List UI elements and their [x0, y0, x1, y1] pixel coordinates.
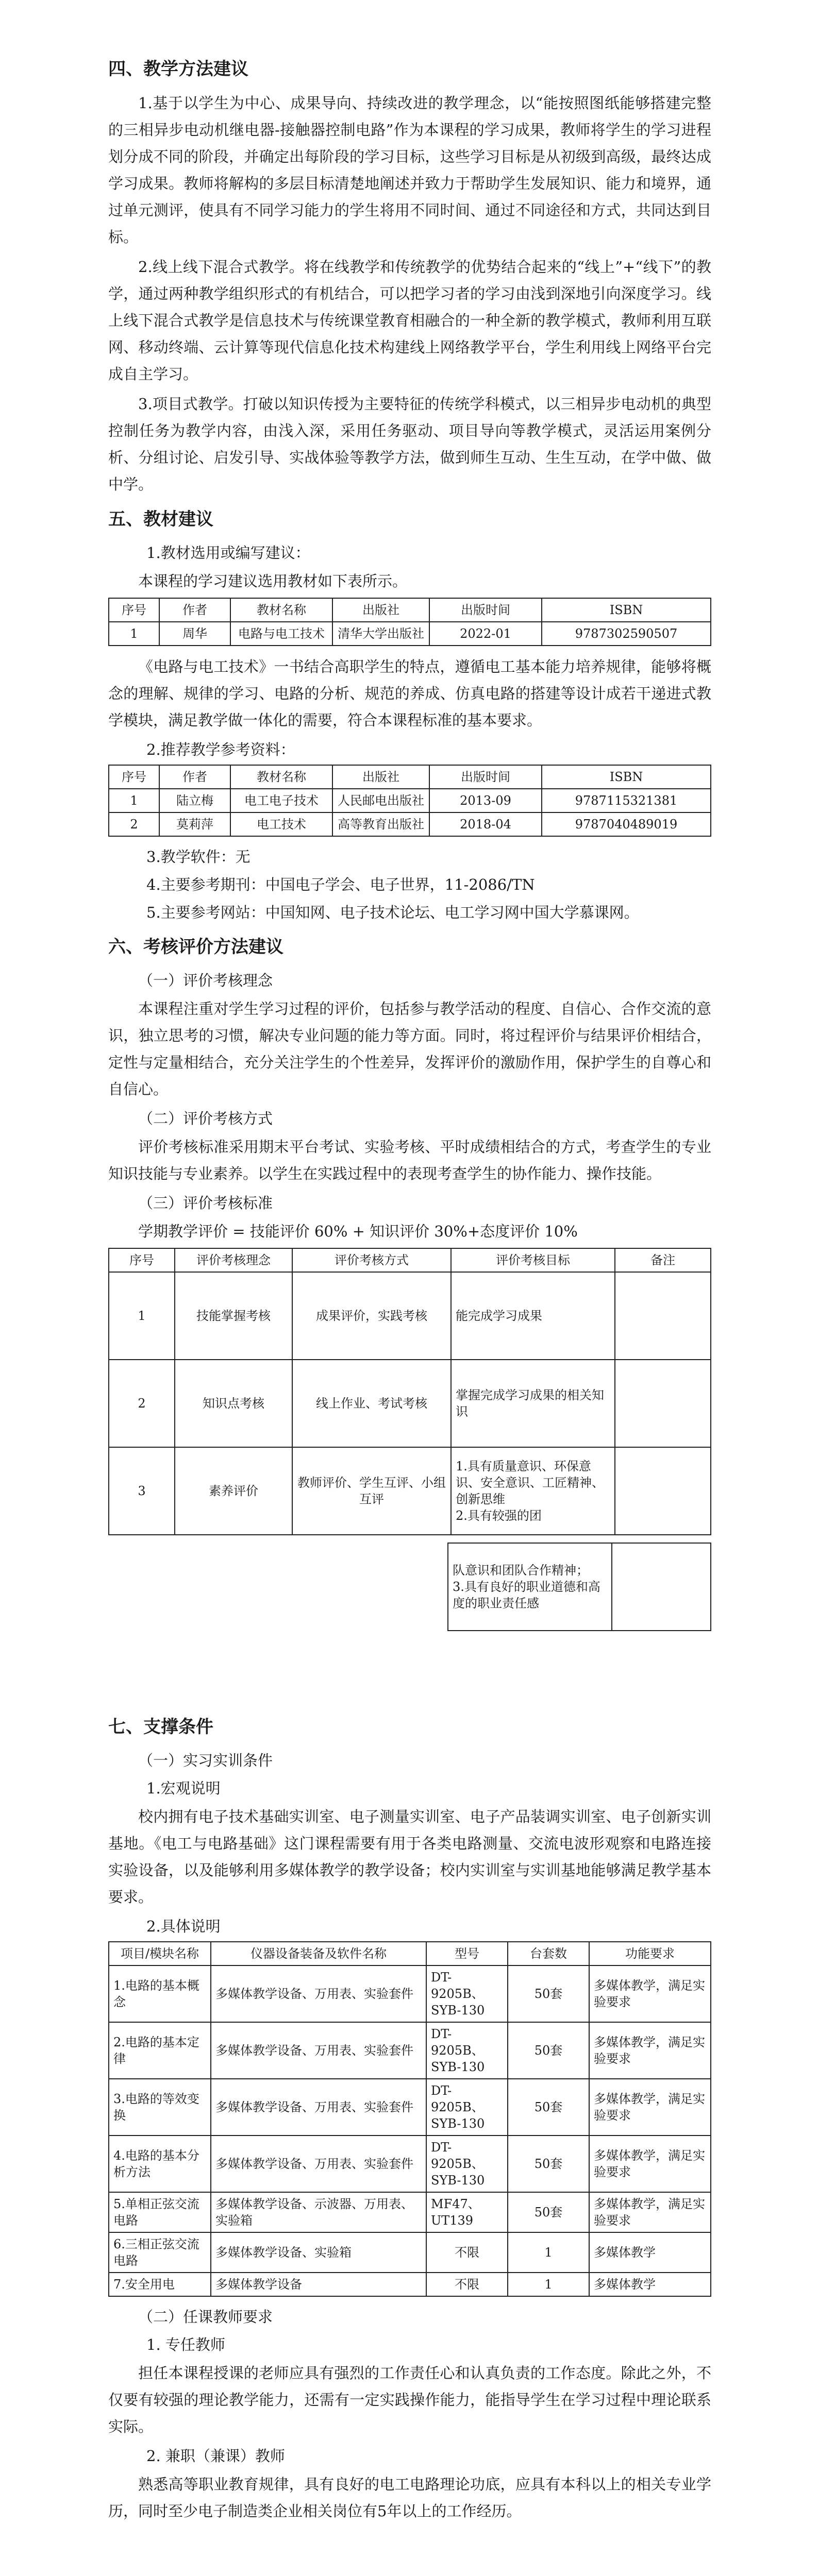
parttime-teacher-para: 熟悉高等职业教育规律，具有良好的电工电路理论功底，应具有本科以上的相关专业学历，同时至少电子制造类企业相关岗位有5年以上的工作经历。 — [108, 2476, 711, 2520]
table-cell: 多媒体教学，满足实验要求 — [589, 2136, 711, 2192]
table-cell: 3 — [109, 1447, 175, 1535]
table-cell: 多媒体教学，满足实验要求 — [589, 2192, 711, 2232]
table-cell: 能完成学习成果 — [451, 1272, 615, 1360]
table-cell: 教师评价、学生互评、小组互评 — [292, 1447, 451, 1535]
table-header-cell: 教材名称 — [230, 598, 332, 622]
table-header-cell: 序号 — [109, 765, 159, 789]
table-cell: 50套 — [508, 1965, 589, 2022]
table-cell: 50套 — [508, 2079, 589, 2136]
table-header-cell: 评价考核方式 — [292, 1248, 451, 1272]
table-cell: 2013-09 — [429, 789, 542, 812]
table-cell: DT-9205B、SYB-130 — [426, 2136, 508, 2192]
equipment-table — [108, 1941, 711, 2297]
table-header-cell: 教材名称 — [230, 765, 332, 789]
table-header-cell: 台套数 — [508, 1942, 589, 1965]
eval-method-heading: （二）评价考核方式 — [138, 1110, 273, 1127]
table-cell: 多媒体教学 — [589, 2232, 711, 2273]
table-cell: DT-9205B、SYB-130 — [426, 2022, 508, 2079]
table-row — [109, 1272, 711, 1360]
table-row — [109, 622, 711, 646]
table-cell: 多媒体教学，满足实验要求 — [589, 1965, 711, 2022]
table-row — [109, 2079, 711, 2136]
table-header-cell: 仪器设备装备及软件名称 — [211, 1942, 426, 1965]
table-cell: 1 — [109, 622, 159, 646]
table-cell: DT-9205B、SYB-130 — [426, 2079, 508, 2136]
table-cell: 9787040489019 — [542, 812, 711, 836]
textbook-description: 《电路与电工技术》一书结合高职学生的特点，遵循电工基本能力培养规律，能够将概念的理解、规律的学习、电路的分析、规范的养成、仿真电路的搭建等设计成若干递进式教学模块，满足教学做一体化的需要，符合本课程标准的基本要求。 — [108, 658, 711, 729]
table-cell: 50套 — [508, 2192, 589, 2232]
table-cell: 掌握完成学习成果的相关知识 — [451, 1360, 615, 1447]
table-header-cell: ISBN — [542, 598, 711, 622]
section-4-title: 四、教学方法建议 — [108, 59, 248, 79]
table-cell: 多媒体教学 — [589, 2273, 711, 2296]
table-cell: 人民邮电出版社 — [332, 789, 429, 812]
table-cell: 多媒体教学设备、万用表、实验套件 — [211, 1965, 426, 2022]
teaching-software: 3.教学软件：无 — [146, 848, 251, 866]
fulltime-teacher-heading: 1. 专任教师 — [146, 2336, 225, 2353]
table-cell: 线上作业、考试考核 — [292, 1360, 451, 1447]
table-row — [109, 812, 711, 836]
table-header-cell: 作者 — [159, 765, 230, 789]
reference-journals: 4.主要参考期刊：中国电子学会、电子世界，11-2086/TN — [146, 876, 535, 893]
table-cell: 多媒体教学设备、万用表、实验套件 — [211, 2136, 426, 2192]
macro-heading: 1.宏观说明 — [146, 1780, 221, 1797]
table-header-cell: 评价考核目标 — [451, 1248, 615, 1272]
table-cell: 1 — [508, 2232, 589, 2273]
table-cell: 1 — [508, 2273, 589, 2296]
table-row — [109, 2192, 711, 2232]
eval-concept-para: 本课程注重对学生学习过程的评价，包括参与教学活动的程度、自信心、合作交流的意识，独立思考的习惯，解决专业问题的能力等方面。同时，将过程评价与结果评价相结合，定性与定量相结合，充分关注学生的个性差异，发挥评价的激励作用，保护学生的自尊心和自信心。 — [108, 1000, 711, 1098]
table-header-cell: 备注 — [615, 1248, 711, 1272]
evaluation-table-continuation — [108, 1543, 711, 1631]
eval-method-para: 评价考核标准采用期末平台考试、实验考核、平时成绩相结合的方式，考查学生的专业知识技能与专业素养。以学生在实践过程中的表现考查学生的协作能力、操作技能。 — [108, 1138, 711, 1182]
table-row — [109, 2022, 711, 2079]
table-header-row — [109, 1942, 711, 1965]
table-header-cell: ISBN — [542, 765, 711, 789]
table-header-cell: 作者 — [159, 598, 230, 622]
table-cell: 50套 — [508, 2136, 589, 2192]
textbook-subheading: 1.教材选用或编写建议： — [146, 544, 310, 562]
table-cell: 多媒体教学，满足实验要求 — [589, 2022, 711, 2079]
table-cell — [612, 1543, 711, 1631]
table-cell: 周华 — [159, 622, 230, 646]
table-row — [109, 1360, 711, 1447]
table-cell: 6.三相正弦交流电路 — [109, 2232, 211, 2273]
table-cell: 多媒体教学设备 — [211, 2273, 426, 2296]
table-header-cell: 评价考核理念 — [175, 1248, 292, 1272]
table-cell: 多媒体教学设备、万用表、实验套件 — [211, 2022, 426, 2079]
table-header-row — [109, 598, 711, 622]
reference-subheading: 2.推荐教学参考资料： — [146, 741, 295, 758]
table-cell: 电工技术 — [230, 812, 332, 836]
textbook-note: 本课程的学习建议选用教材如下表所示。 — [138, 572, 408, 590]
table-cell — [615, 1447, 711, 1535]
eval-standard-heading: （三）评价考核标准 — [138, 1194, 273, 1212]
table-cell: 不限 — [426, 2273, 508, 2296]
table-cell: 多媒体教学设备、实验箱 — [211, 2232, 426, 2273]
table-row — [109, 2273, 711, 2296]
table-cell: 素养评价 — [175, 1447, 292, 1535]
table-row — [109, 789, 711, 812]
teacher-heading: （二）任课教师要求 — [138, 2308, 273, 2326]
table-cell: 9787302590507 — [542, 622, 711, 646]
training-heading: （一）实习实训条件 — [138, 1752, 273, 1769]
table-row — [108, 1543, 711, 1631]
table-header-cell: 功能要求 — [589, 1942, 711, 1965]
table-cell: 2.电路的基本定律 — [109, 2022, 211, 2079]
table-cell: 多媒体教学，满足实验要求 — [589, 2079, 711, 2136]
table-header-cell: 出版时间 — [429, 765, 542, 789]
table-cell: 7.安全用电 — [109, 2273, 211, 2296]
table-header-cell: 型号 — [426, 1942, 508, 1965]
table-cell: 队意识和团队合作精神； 3.具有良好的职业道德和高度的职业责任感 — [448, 1543, 612, 1631]
table-cell: 2 — [109, 812, 159, 836]
table-cell — [615, 1272, 711, 1360]
eval-formula: 学期教学评价 = 技能评价 60% + 知识评价 30%+态度评价 10% — [138, 1223, 578, 1240]
table-cell: 不限 — [426, 2232, 508, 2273]
table-cell: DT-9205B、SYB-130 — [426, 1965, 508, 2022]
document-content — [108, 47, 711, 2528]
table-header-cell: 出版社 — [332, 598, 429, 622]
eval-concept-heading: （一）评价考核理念 — [138, 972, 273, 989]
table-cell: 多媒体教学设备、示波器、万用表、实验箱 — [211, 2192, 426, 2232]
table-cell: 知识点考核 — [175, 1360, 292, 1447]
table-header-cell: 序号 — [109, 598, 159, 622]
table-cell: 1.具有质量意识、环保意识、安全意识、工匠精神、创新思维 2.具有较强的团 — [451, 1447, 615, 1535]
macro-para: 校内拥有电子技术基础实训室、电子测量实训室、电子产品装调实训室、电子创新实训基地。《电工与电路基础》这门课程需要有用于各类电路测量、交流电波形观察和电路连接实验设备，以及能够利用多媒体教学的教学设备；校内实训室与实训基地能够满足教学基本要求。 — [108, 1808, 711, 1906]
table-cell: 清华大学出版社 — [332, 622, 429, 646]
table-cell: 莫莉萍 — [159, 812, 230, 836]
fulltime-teacher-para: 担任本课程授课的老师应具有强烈的工作责任心和认真负责的工作态度。除此之外，不仅要有较强的理论教学能力，还需有一定实践操作能力，能指导学生在学习过程中理论联系实际。 — [108, 2364, 711, 2435]
section-6-title: 六、考核评价方法建议 — [108, 937, 283, 957]
table-cell: MF47、UT139 — [426, 2192, 508, 2232]
section-4-para-3: 3.项目式教学。打破以知识传授为主要特征的传统学科模式，以三相异步电动机的典型控制任务为教学内容，由浅入深，采用任务驱动、项目导向等教学模式，灵活运用案例分析、分组讨论、启发引导、实战体验等教学方法，做到师生互动、生生互动，在学中做、做中学。 — [108, 395, 711, 493]
table-cell: 电工电子技术 — [230, 789, 332, 812]
table-row — [109, 2232, 711, 2273]
section-4-para-1: 1.基于以学生为中心、成果导向、持续改进的教学理念，以“能按照图纸能够搭建完整的三相异步电动机继电器-接触器控制电路”作为本课程的学习成果，教师将学生的学习进程划分成不同的阶段，并确定出每阶段的学习目标，这些学习目标是从初级到高级，最终达成学习成果。教师将解构的多层目标清楚地阐述并致力于帮助学生发展知识、能力和境界，通过单元测评，使具有不同学习能力的学生将用不同时间、通过不同途径和方式，共同达到目标。 — [108, 94, 711, 246]
table-header-cell: 序号 — [109, 1248, 175, 1272]
textbook-table — [108, 598, 711, 646]
table-cell: 1 — [109, 1272, 175, 1360]
table-cell: 4.电路的基本分析方法 — [109, 2136, 211, 2192]
table-cell: 成果评价，实践考核 — [292, 1272, 451, 1360]
section-4-para-2: 2.线上线下混合式教学。将在线教学和传统教学的优势结合起来的“线上”+“线下”的教学，通过两种教学组织形式的有机结合，可以把学习者的学习由浅到深地引向深度学习。线上线下混合式教学是信息技术与传统课堂教育相融合的一种全新的教学模式，教师利用互联网、移动终端、云计算等现代信息化技术构建线上网络教学平台，学生利用线上网络平台完成自主学习。 — [108, 258, 711, 383]
table-row — [109, 2136, 711, 2192]
detail-heading: 2.具体说明 — [146, 1918, 221, 1935]
table-cell: 多媒体教学设备、万用表、实验套件 — [211, 2079, 426, 2136]
table-cell: 1.电路的基本概念 — [109, 1965, 211, 2022]
reference-table — [108, 765, 711, 837]
table-header-cell: 出版社 — [332, 765, 429, 789]
table-header-row — [109, 765, 711, 789]
table-cell: 2022-01 — [429, 622, 542, 646]
table-cell — [615, 1360, 711, 1447]
table-row — [109, 1447, 711, 1535]
table-cell: 电路与电工技术 — [230, 622, 332, 646]
parttime-teacher-heading: 2. 兼职（兼课）教师 — [146, 2447, 285, 2465]
section-7-title: 七、支撑条件 — [108, 1717, 213, 1737]
table-cell: 3.电路的等效变换 — [109, 2079, 211, 2136]
table-header-cell: 项目/模块名称 — [109, 1942, 211, 1965]
table-cell: 2 — [109, 1360, 175, 1447]
table-cell: 高等教育出版社 — [332, 812, 429, 836]
table-cell: 1 — [109, 789, 159, 812]
table-row — [109, 1965, 711, 2022]
table-cell: 技能掌握考核 — [175, 1272, 292, 1360]
table-header-row — [109, 1248, 711, 1272]
table-cell: 5.单相正弦交流电路 — [109, 2192, 211, 2232]
table-cell: 50套 — [508, 2022, 589, 2079]
table-cell: 2018-04 — [429, 812, 542, 836]
reference-websites: 5.主要参考网站：中国知网、电子技术论坛、电工学习网中国大学慕课网。 — [146, 904, 639, 921]
table-header-cell: 出版时间 — [429, 598, 542, 622]
section-5-title: 五、教材建议 — [108, 509, 213, 530]
evaluation-table — [108, 1248, 711, 1535]
table-cell: 9787115321381 — [542, 789, 711, 812]
table-cell: 陆立梅 — [159, 789, 230, 812]
